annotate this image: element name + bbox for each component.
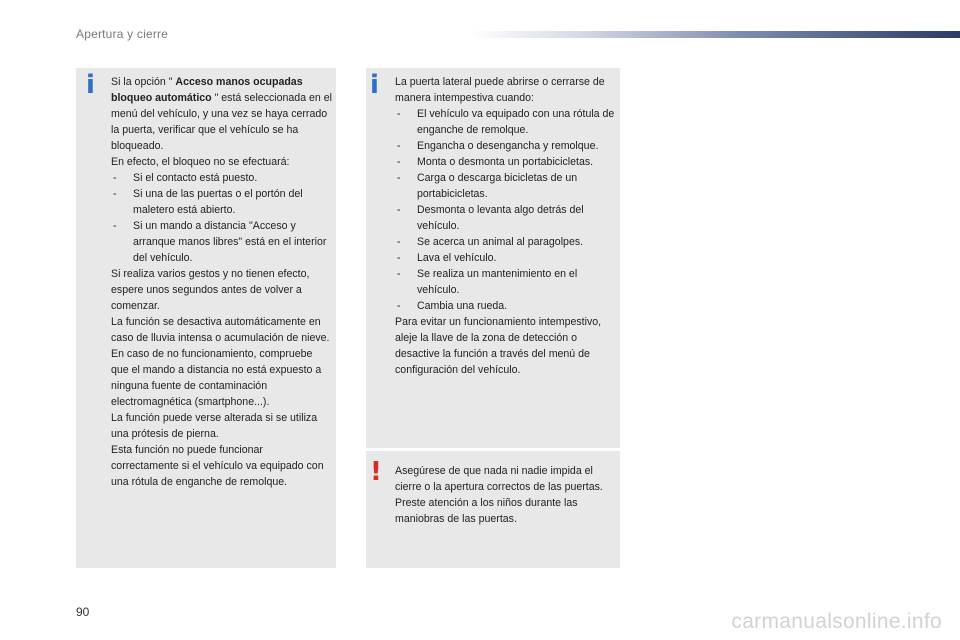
list-item: - Si el contacto está puesto. <box>111 170 333 186</box>
list-item: - Monta o desmonta un portabicicletas. <box>395 154 617 170</box>
conditions-list <box>111 170 333 266</box>
list-item: - Lava el vehículo. <box>395 250 617 266</box>
list-item: - Cambia una rueda. <box>395 298 617 314</box>
info-icon: i <box>86 70 95 100</box>
option-name: Acceso manos ocupadas bloqueo automático <box>111 76 303 104</box>
list-item: - Se acerca un animal al paragolpes. <box>395 234 617 250</box>
list-item: - Si un mando a distancia "Acceso y arranque manos libres" está en el interior del vehículo. <box>111 218 333 266</box>
intro-paragraph: La puerta lateral puede abrirse o cerrarse de manera intempestiva cuando: <box>395 76 605 104</box>
info-box-side-door <box>366 68 620 448</box>
info-icon: i <box>370 70 379 100</box>
intro-paragraph <box>111 74 333 154</box>
list-item: - Engancha o desengancha y remolque. <box>395 138 617 154</box>
list-item: - Desmonta o levanta algo detrás del vehículo. <box>395 202 617 234</box>
outro-paragraph: Para evitar un funcionamiento intempestivo, aleje la llave de la zona de detección o desactive la función a través del menú de configuración del vehículo. <box>395 316 602 376</box>
paragraph: Esta función no puede funcionar correctamente si el vehículo va equipado con una rótula de enganche de remolque. <box>111 444 324 488</box>
intro-suffix: " está seleccionada en el menú del vehículo, y una vez se haya cerrado la puerta, verificar que el vehículo se ha bloqueado. <box>111 92 333 152</box>
situations-list <box>395 106 617 314</box>
list-item: - Carga o descarga bicicletas de un portabicicletas. <box>395 170 617 202</box>
warning-box-content <box>395 463 617 527</box>
paragraph: La función se desactiva automáticamente en caso de lluvia intensa o acumulación de nieve. <box>111 316 330 344</box>
paragraph: En caso de no funcionamiento, compruebe que el mando a distancia no está expuesto a ninguna fuente de contaminación electromagnética (smartphone...). <box>111 348 322 408</box>
lead-text: En efecto, el bloqueo no se efectuará: <box>111 156 290 168</box>
header-gradient-bar <box>470 31 960 38</box>
list-item: - Si una de las puertas o el portón del maletero está abierto. <box>111 186 333 218</box>
list-item: - Se realiza un mantenimiento en el vehículo. <box>395 266 617 298</box>
watermark: carmanualsonline.info <box>731 610 942 633</box>
page-number: 90 <box>76 605 90 619</box>
list-item: - El vehículo va equipado con una rótula de enganche de remolque. <box>395 106 617 138</box>
info-box-content <box>395 74 617 378</box>
paragraph: La función puede verse alterada si se utiliza una prótesis de pierna. <box>111 412 318 440</box>
warning-icon: ! <box>370 457 382 487</box>
paragraph: Preste atención a los niños durante las maniobras de las puertas. <box>395 497 578 525</box>
paragraph: Asegúrese de que nada ni nadie impida el cierre o la apertura correctos de las puertas. <box>395 465 603 493</box>
intro-prefix: Si la opción " <box>111 76 176 88</box>
warning-box <box>366 451 620 568</box>
paragraph: Si realiza varios gestos y no tienen efecto, espere unos segundos antes de volver a comenzar. <box>111 268 310 312</box>
info-box-content <box>111 74 333 490</box>
info-box-auto-lock <box>76 68 336 568</box>
section-title: Apertura y cierre <box>76 27 169 41</box>
